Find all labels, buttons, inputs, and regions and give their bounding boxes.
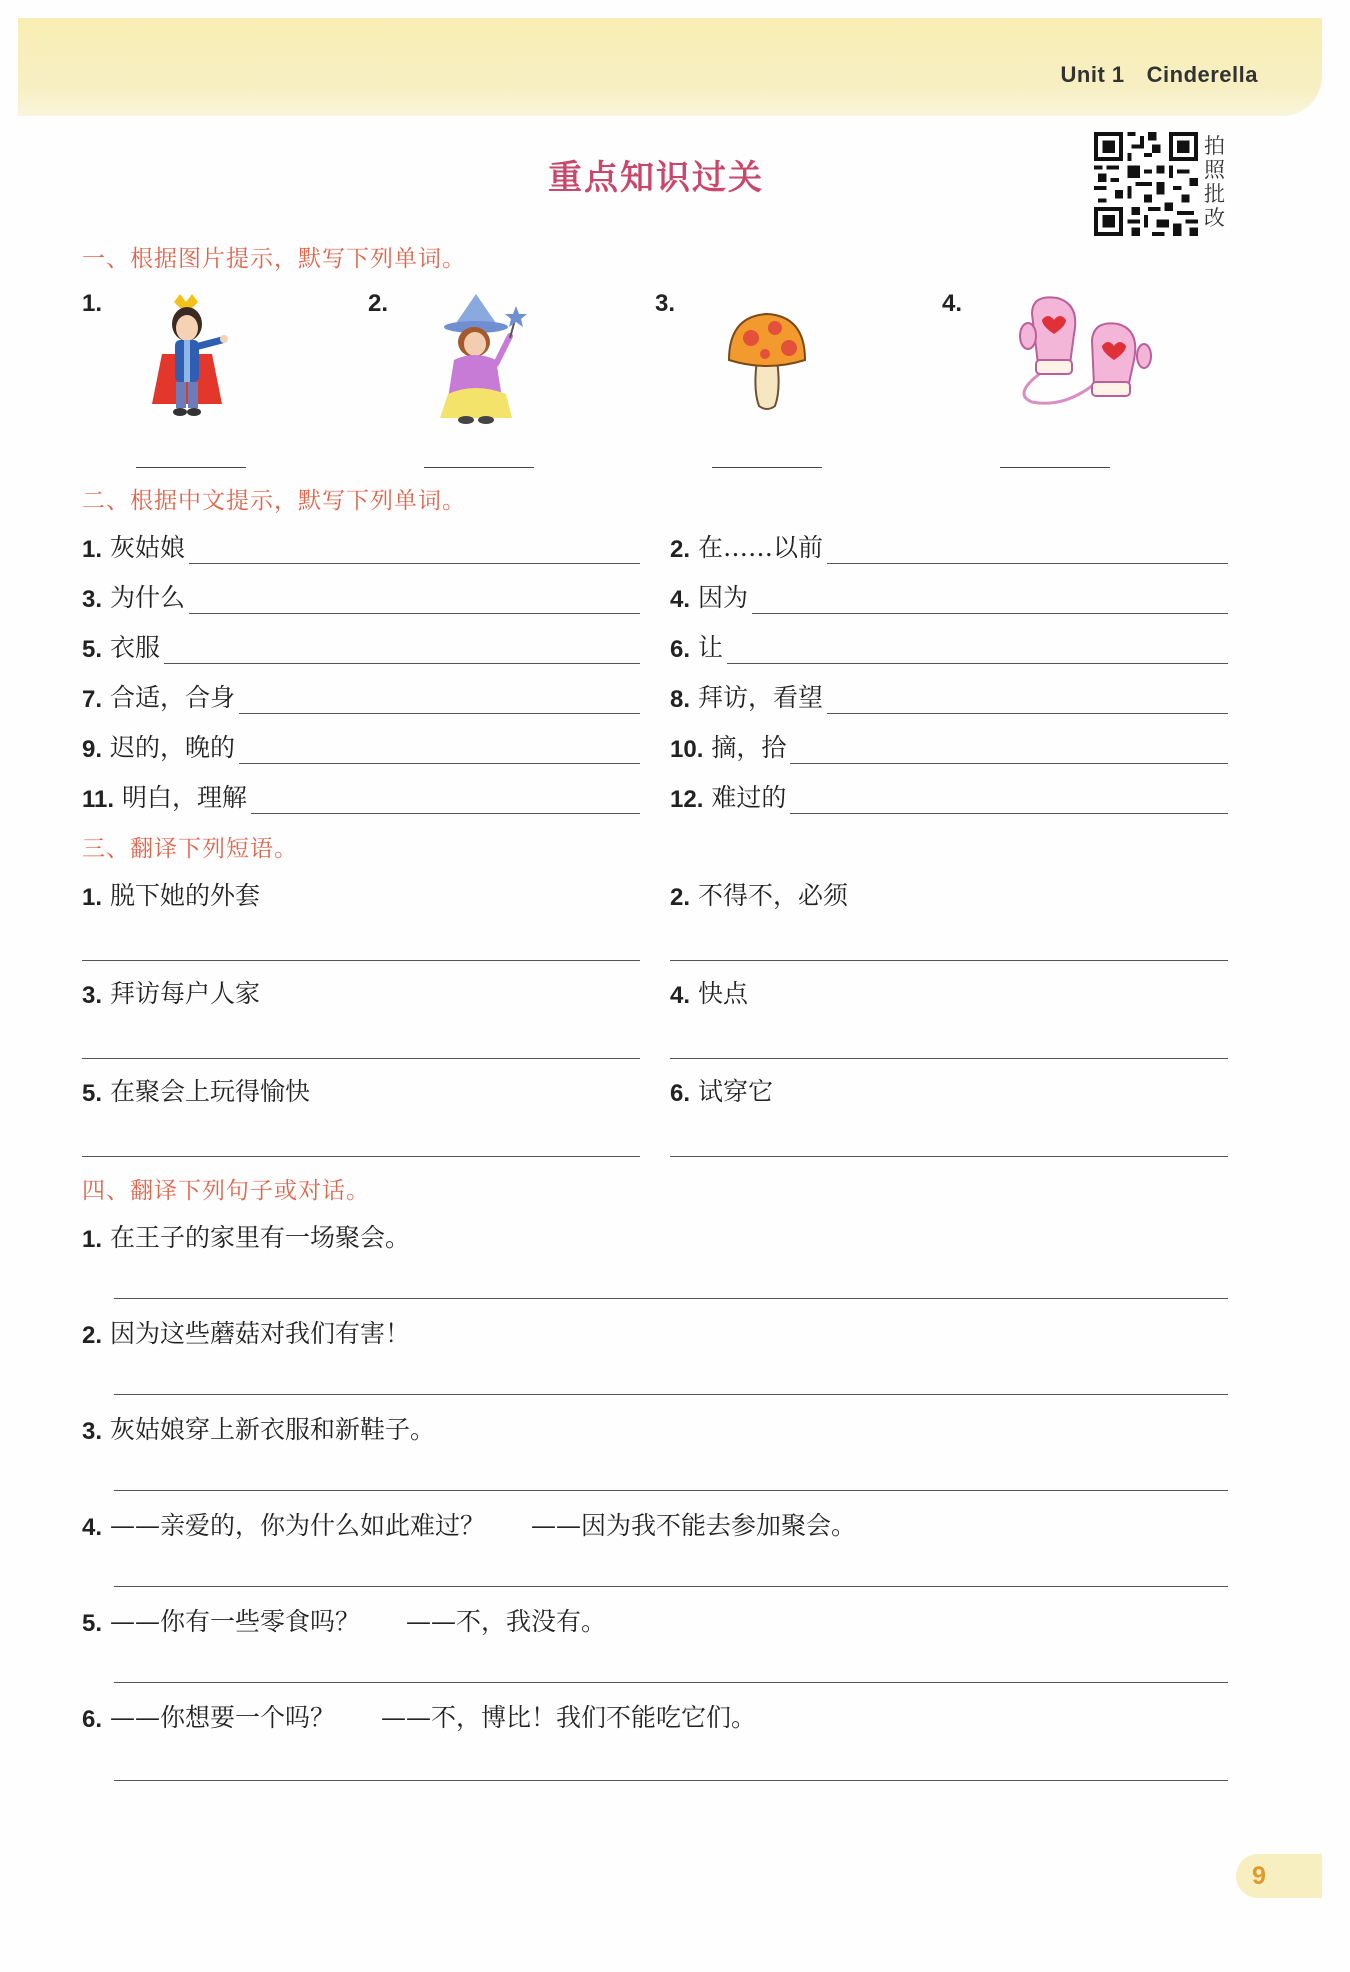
word-item [670, 580, 1228, 614]
item-prompt: 拜访每户人家 [110, 979, 261, 1008]
word-item [670, 680, 1228, 714]
item-number: 12. [670, 786, 704, 813]
answer-line[interactable] [670, 1156, 1228, 1157]
item-number: 1. [82, 536, 103, 563]
answer-line[interactable] [1000, 467, 1110, 468]
answer-line[interactable] [136, 467, 246, 468]
item-number: 3. [82, 586, 103, 613]
answer-line[interactable] [827, 562, 1228, 564]
item-number: 2. [670, 536, 691, 563]
dialogue-question: ——你有一些零食吗？ [110, 1607, 361, 1636]
answer-line[interactable] [82, 1058, 640, 1059]
sentence-item [82, 1218, 410, 1254]
dialogue-question: ——你想要一个吗？ [110, 1703, 336, 1732]
answer-line[interactable] [114, 1682, 1228, 1683]
item-number: 4. [82, 1514, 103, 1541]
answer-line[interactable] [189, 612, 640, 614]
qr-caption-char: 拍 [1204, 134, 1225, 158]
item-number: 6. [82, 1706, 103, 1733]
item-prompt: 在王子的家里有一场聚会。 [110, 1223, 411, 1252]
dialogue-item [82, 1698, 756, 1734]
word-item [82, 730, 640, 764]
item-prompt: 拜访，看望 [698, 683, 824, 712]
item-number: 8. [670, 686, 691, 713]
answer-line[interactable] [752, 612, 1228, 614]
answer-line[interactable] [670, 960, 1228, 961]
answer-line[interactable] [251, 812, 640, 814]
dialogue-question: ——亲爱的，你为什么如此难过？ [110, 1511, 486, 1540]
item-prompt: 脱下她的外套 [110, 881, 261, 910]
answer-line[interactable] [114, 1490, 1228, 1491]
unit-label [1061, 62, 1259, 88]
item-prompt: 迟的，晚的 [110, 733, 236, 762]
mushroom-icon [715, 294, 815, 424]
word-item [82, 680, 640, 714]
answer-line[interactable] [82, 960, 640, 961]
sentence-item [82, 1314, 410, 1350]
section4-title: 四、翻译下列句子或对话。 [82, 1178, 370, 1204]
page-title: 重点知识过关 [548, 158, 764, 198]
phrase-item [82, 876, 260, 912]
answer-line[interactable] [239, 762, 640, 764]
item-prompt: 明白，理解 [122, 783, 248, 812]
item-prompt: 摘，拾 [711, 733, 787, 762]
phrase-item [82, 1072, 310, 1108]
item-number: 7. [82, 686, 103, 713]
item-number: 4. [942, 290, 963, 317]
item-number: 5. [82, 1610, 103, 1637]
item-number: 2. [82, 1322, 103, 1349]
page-number-tab [1236, 1854, 1322, 1898]
item-number: 4. [670, 586, 691, 613]
item-number: 6. [670, 636, 691, 663]
sentence-item [82, 1410, 435, 1446]
item-number: 1. [82, 1226, 103, 1253]
answer-line[interactable] [827, 712, 1228, 714]
item-number: 3. [82, 982, 103, 1009]
item-number: 11. [82, 786, 115, 813]
word-item [670, 730, 1228, 764]
qr-caption-char: 照 [1204, 158, 1225, 182]
section3-title: 三、翻译下列短语。 [82, 836, 298, 862]
section2-title: 二、根据中文提示，默写下列单词。 [82, 488, 466, 514]
item-prompt: 不得不，必须 [698, 881, 849, 910]
item-number: 9. [82, 736, 103, 763]
item-number: 10. [670, 736, 704, 763]
item-number: 1. [82, 290, 103, 317]
item-number: 2. [368, 290, 389, 317]
phrase-item [670, 876, 848, 912]
word-item [670, 630, 1228, 664]
qr-caption-char: 批 [1204, 182, 1225, 206]
unit-number: Unit 1 [1060, 62, 1125, 87]
item-prompt: 让 [698, 633, 724, 662]
word-item [670, 530, 1228, 564]
item-number: 5. [82, 636, 103, 663]
item-prompt: 在……以前 [698, 533, 824, 562]
qr-caption [1204, 134, 1228, 230]
item-prompt: 在聚会上玩得愉快 [110, 1077, 311, 1106]
item-prompt: 快点 [698, 979, 749, 1008]
section1-title: 一、根据图片提示，默写下列单词。 [82, 246, 466, 272]
phrase-item [670, 1072, 773, 1108]
dialogue-item [82, 1506, 856, 1542]
item-number: 2. [670, 884, 691, 911]
word-item [82, 580, 640, 614]
page-number: 9 [1252, 1862, 1266, 1890]
item-number: 6. [670, 1080, 691, 1107]
answer-line[interactable] [114, 1780, 1228, 1781]
item-prompt: 因为 [698, 583, 749, 612]
item-prompt: 因为这些蘑菇对我们有害！ [110, 1319, 411, 1348]
qr-code-icon[interactable] [1094, 132, 1198, 236]
dialogue-item [82, 1602, 606, 1638]
answer-line[interactable] [670, 1058, 1228, 1059]
item-number: 3. [655, 290, 676, 317]
item-number: 4. [670, 982, 691, 1009]
word-item [82, 530, 640, 564]
answer-line[interactable] [727, 662, 1228, 664]
item-prompt: 合适，合身 [110, 683, 236, 712]
item-number: 3. [82, 1418, 103, 1445]
word-item [82, 630, 640, 664]
answer-line[interactable] [712, 467, 822, 468]
lesson-name: Cinderella [1146, 62, 1258, 87]
prince-icon [142, 294, 232, 424]
answer-line[interactable] [114, 1394, 1228, 1395]
dialogue-reply: ——因为我不能去参加聚会。 [531, 1511, 857, 1540]
answer-line[interactable] [239, 712, 640, 714]
mittens-icon [1002, 294, 1152, 414]
answer-line[interactable] [790, 812, 1228, 814]
dialogue-reply: ——不，博比！我们不能吃它们。 [381, 1703, 757, 1732]
answer-line[interactable] [114, 1298, 1228, 1299]
dialogue-reply: ——不，我没有。 [406, 1607, 607, 1636]
item-prompt: 为什么 [110, 583, 186, 612]
answer-line[interactable] [189, 562, 640, 564]
item-prompt: 灰姑娘 [110, 533, 186, 562]
word-item [82, 780, 640, 814]
item-prompt: 灰姑娘穿上新衣服和新鞋子。 [110, 1415, 436, 1444]
answer-line[interactable] [424, 467, 534, 468]
phrase-item [670, 974, 748, 1010]
item-prompt: 难过的 [711, 783, 787, 812]
fairy-icon [428, 294, 528, 424]
phrase-item [82, 974, 260, 1010]
item-prompt: 试穿它 [698, 1077, 774, 1106]
qr-caption-char: 改 [1204, 206, 1225, 230]
answer-line[interactable] [164, 662, 640, 664]
answer-line[interactable] [790, 762, 1228, 764]
item-number: 5. [82, 1080, 103, 1107]
word-item [670, 780, 1228, 814]
answer-line[interactable] [114, 1586, 1228, 1587]
item-number: 1. [82, 884, 103, 911]
answer-line[interactable] [82, 1156, 640, 1157]
item-prompt: 衣服 [110, 633, 161, 662]
